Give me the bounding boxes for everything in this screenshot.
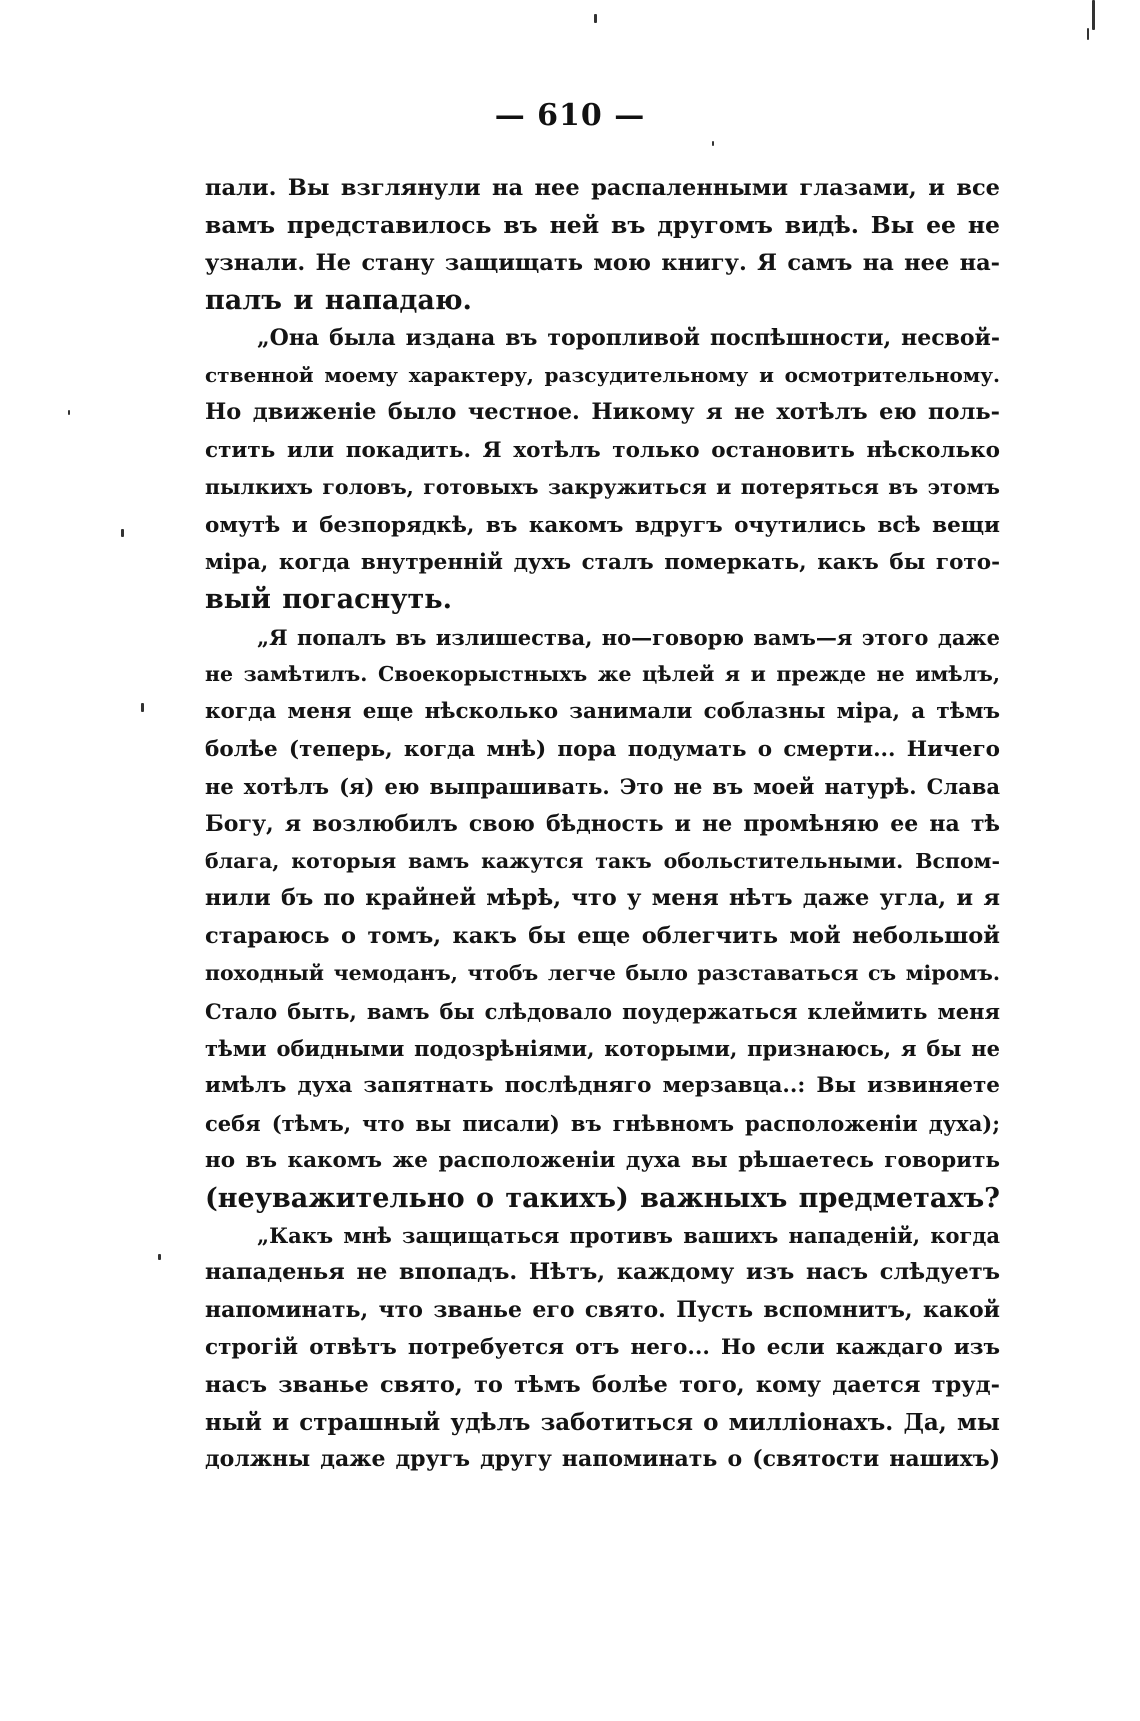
scan-speck	[594, 14, 597, 23]
scan-speck	[121, 529, 124, 537]
text-line: ственной моему характеру, разсудительному и осмотрительному.	[205, 362, 1000, 387]
paragraph-3	[205, 619, 1000, 1217]
text-line: болѣе (теперь, когда мнѣ) пора подумать о смерти... Ничего	[205, 736, 1000, 762]
page-number: — 610 —	[494, 98, 646, 133]
text-line: палъ и нападаю.	[205, 285, 472, 317]
text-line: омутѣ и безпорядкѣ, въ какомъ вдругъ очутились всѣ вещи	[205, 512, 1000, 538]
text-line: стараюсь о томъ, какъ бы еще облегчить мой небольшой	[205, 922, 1000, 949]
text-line: не хотѣлъ (я) ею выпрашивать. Это не въ моей натурѣ. Слава	[205, 774, 1000, 800]
paragraph-2	[205, 320, 1000, 619]
paragraph-1	[205, 170, 1000, 320]
text-line: узнали. Не стану защищать мою книгу. Я самъ на нее на-	[205, 249, 1000, 276]
text-line: пылкихъ головъ, готовыхъ закружиться и потеряться въ этомъ	[205, 475, 1000, 500]
text-line: Но движеніе было честное. Никому я не хотѣлъ ею поль-	[205, 399, 1000, 426]
text-line: насъ званье свято, то тѣмъ болѣе того, кому дается труд-	[205, 1371, 1000, 1398]
text-line: „Какъ мнѣ защищаться противъ вашихъ нападеній, когда	[257, 1222, 1000, 1248]
text-line: должны даже другъ другу напоминать о (святости нашихъ)	[205, 1446, 1000, 1473]
text-line: нили бъ по крайней мѣрѣ, что у меня нѣтъ даже угла, и я	[205, 885, 1000, 912]
text-line: „Я попалъ въ излишества, но—говорю вамъ—я этого даже	[257, 624, 1000, 650]
text-line: тѣми обидными подозрѣніями, которыми, признаюсь, я бы не	[205, 1035, 1000, 1061]
scan-speck	[141, 703, 144, 712]
text-line: нападенья не впопадъ. Нѣтъ, каждому изъ насъ слѣдуетъ	[205, 1259, 1000, 1286]
text-line: строгій отвѣтъ потребуется отъ него... Но если каждаго изъ	[205, 1335, 1000, 1361]
scan-speck	[712, 141, 714, 146]
text-line: Богу, я возлюбилъ свою бѣдность и не промѣняю ее на тѣ	[205, 810, 1000, 837]
text-line: походный чемоданъ, чтобъ легче было разставаться съ міромъ.	[205, 961, 1000, 986]
text-line: вамъ представилось въ ней въ другомъ видѣ. Вы ее не	[205, 211, 1000, 240]
text-line: себя (тѣмъ, что вы писали) въ гнѣвномъ расположеніи духа);	[205, 1110, 1000, 1136]
text-line: блага, которыя вамъ кажутся такъ обольстительными. Вспом-	[205, 849, 1000, 874]
text-line: не замѣтилъ. Своекорыстныхъ же цѣлей я и прежде не имѣлъ,	[205, 662, 1000, 687]
text-line: имѣлъ духа запятнать послѣдняго мерзавца..: Вы извиняете	[205, 1073, 1000, 1099]
text-line: пали. Вы взглянули на нее распаленными глазами, и все	[205, 175, 1000, 201]
text-line: (неуважительно о такихъ) важныхъ предметахъ?	[205, 1182, 1000, 1214]
text-line: напоминать, что званье его свято. Пусть вспомнитъ, какой	[205, 1296, 1000, 1323]
body-text	[205, 170, 1000, 1479]
scan-speck	[68, 410, 70, 415]
text-line: когда меня еще нѣсколько занимали соблазны міра, а тѣмъ	[205, 699, 1000, 725]
scan-speck	[1092, 0, 1095, 30]
text-line: Стало быть, вамъ бы слѣдовало поудержаться клеймить меня	[205, 998, 1000, 1024]
text-line: стить или покадить. Я хотѣлъ только остановить нѣсколько	[205, 437, 1000, 463]
text-line: ный и страшный удѣлъ заботиться о милліонахъ. Да, мы	[205, 1408, 1000, 1436]
paragraph-4	[205, 1217, 1000, 1479]
text-line: но въ какомъ же расположеніи духа вы рѣшаетесь говорить	[205, 1148, 1000, 1174]
scan-speck	[1087, 28, 1089, 40]
text-line: вый погаснуть.	[205, 584, 453, 616]
text-line: міра, когда внутренній духъ сталъ померкать, какъ бы гото-	[205, 549, 1000, 575]
scan-speck	[158, 1254, 161, 1260]
text-line: „Она была издана въ торопливой поспѣшности, несвой-	[257, 324, 1000, 351]
